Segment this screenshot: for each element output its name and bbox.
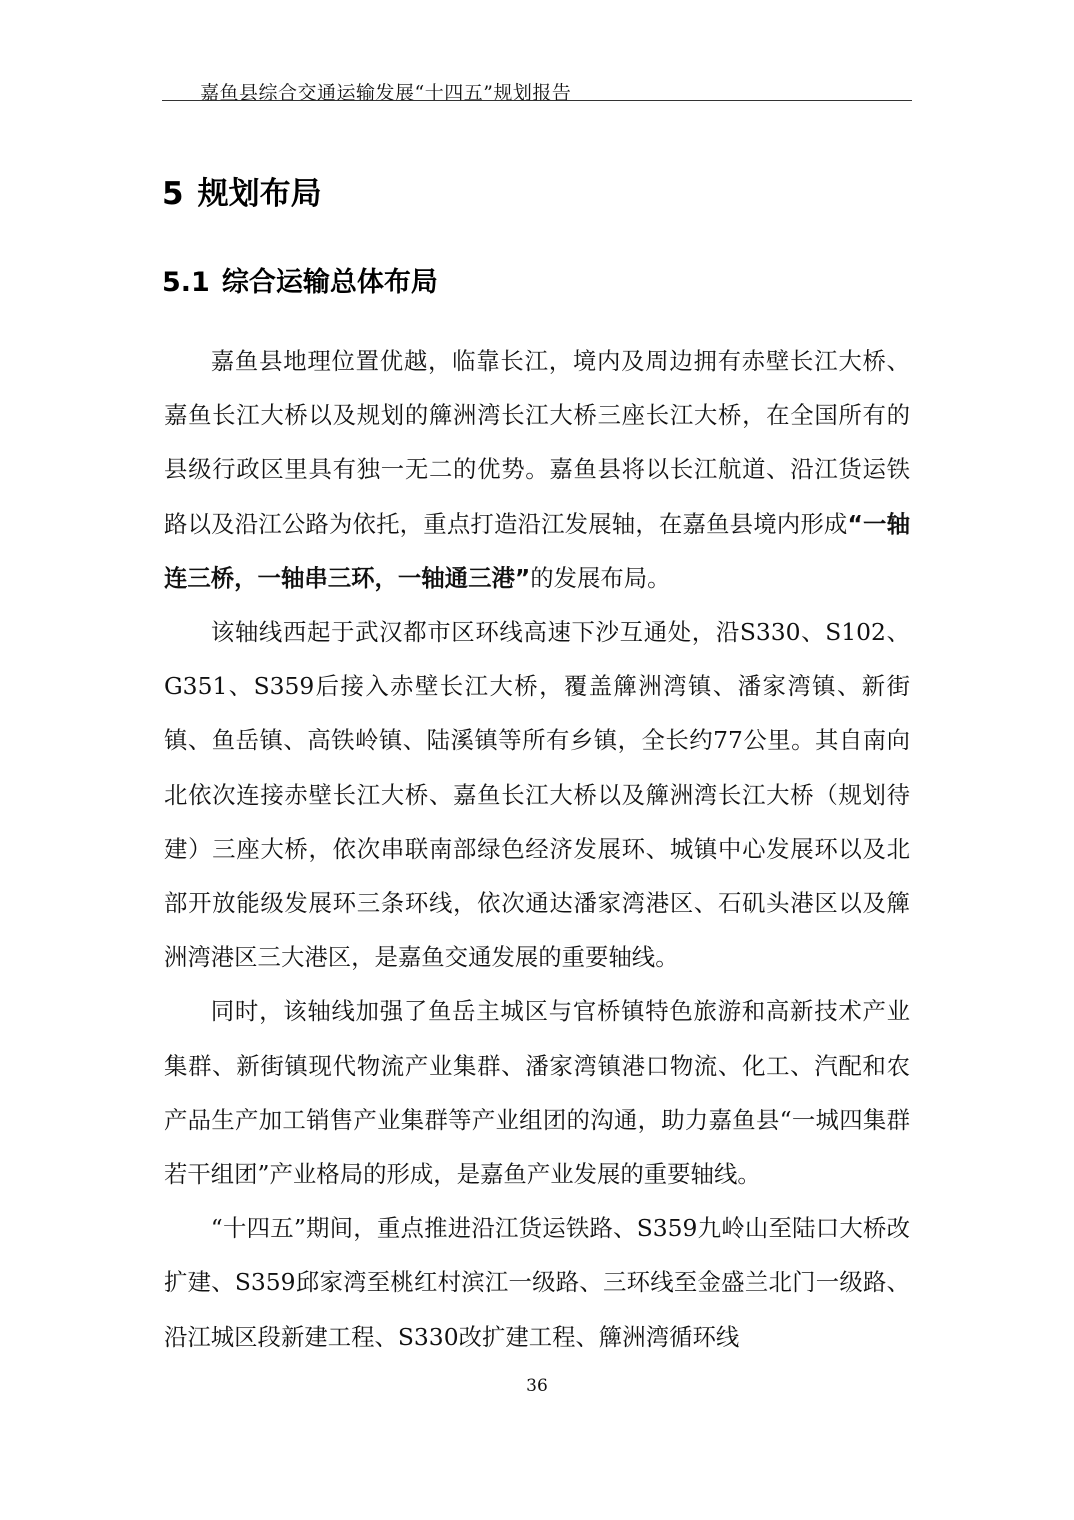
paragraph-2: 该轴线西起于武汉都市区环线高速下沙互通处，沿S330、S102、G351、S359后接入赤壁长江大桥，覆盖簰洲湾镇、潘家湾镇、新街镇、鱼岳镇、高铁岭镇、陆溪镇等所有乡镇，全长约77公里。其自南向北依次连接赤壁长江大桥、嘉鱼长江大桥以及簰洲湾长江大桥（规划待建）三座大桥，依次串联南部绿色经济发展环、城镇中心发展环以及北部开放能级发展环三条环线，依次通达潘家湾港区、石矶头港区以及簰洲湾港区三大港区，是嘉鱼交通发展的重要轴线。 <box>164 618 910 972</box>
paragraph-1-bold-slogan: “一轴连三桥，一轴串三环，一轴通三港” <box>164 509 911 592</box>
paragraph-1 <box>164 334 910 605</box>
paragraph-3: 同时，该轴线加强了鱼岳主城区与官桥镇特色旅游和高新技术产业集群、新街镇现代物流产业集群、潘家湾镇港口物流、化工、汽配和农产品生产加工销售产业集群等产业组团的沟通，助力嘉鱼县“一城四集群若干组团”产业格局的形成，是嘉鱼产业发展的重要轴线。 <box>164 997 910 1189</box>
subsection-title: 综合运输总体布局 <box>221 267 438 298</box>
paragraph-1-text-start: 嘉鱼县地理位置优越，临靠长江，境内及周边拥有赤壁长江大桥、嘉鱼长江大桥以及规划的簰洲湾长江大桥三座长江大桥，在全国所有的县级行政区里具有独一无二的优势。嘉鱼县将以长江航道、沿江货运铁路以及沿江公路为依托，重点打造沿江发展轴，在嘉鱼县境内形成 <box>164 347 910 538</box>
section-title: 规划布局 <box>197 176 322 212</box>
page-number: 36 <box>526 1376 548 1396</box>
subsection-number: 5.1 <box>162 267 210 298</box>
section-number: 5 <box>162 176 184 212</box>
body-text <box>164 334 910 1364</box>
header-divider <box>162 100 912 101</box>
running-header-title: 嘉鱼县综合交通运输发展“十四五”规划报告 <box>200 82 572 104</box>
paragraph-1-text-end: 的发展布局。 <box>530 563 671 592</box>
section-heading <box>162 168 322 213</box>
paragraph-4: “十四五”期间，重点推进沿江货运铁路、S359九岭山至陆口大桥改扩建、S359邱家湾至桃红村滨江一级路、三环线至金盛兰北门一级路、沿江城区段新建工程、S330改扩建工程、簰洲湾循环线 <box>164 1214 910 1351</box>
subsection-heading <box>162 260 438 299</box>
